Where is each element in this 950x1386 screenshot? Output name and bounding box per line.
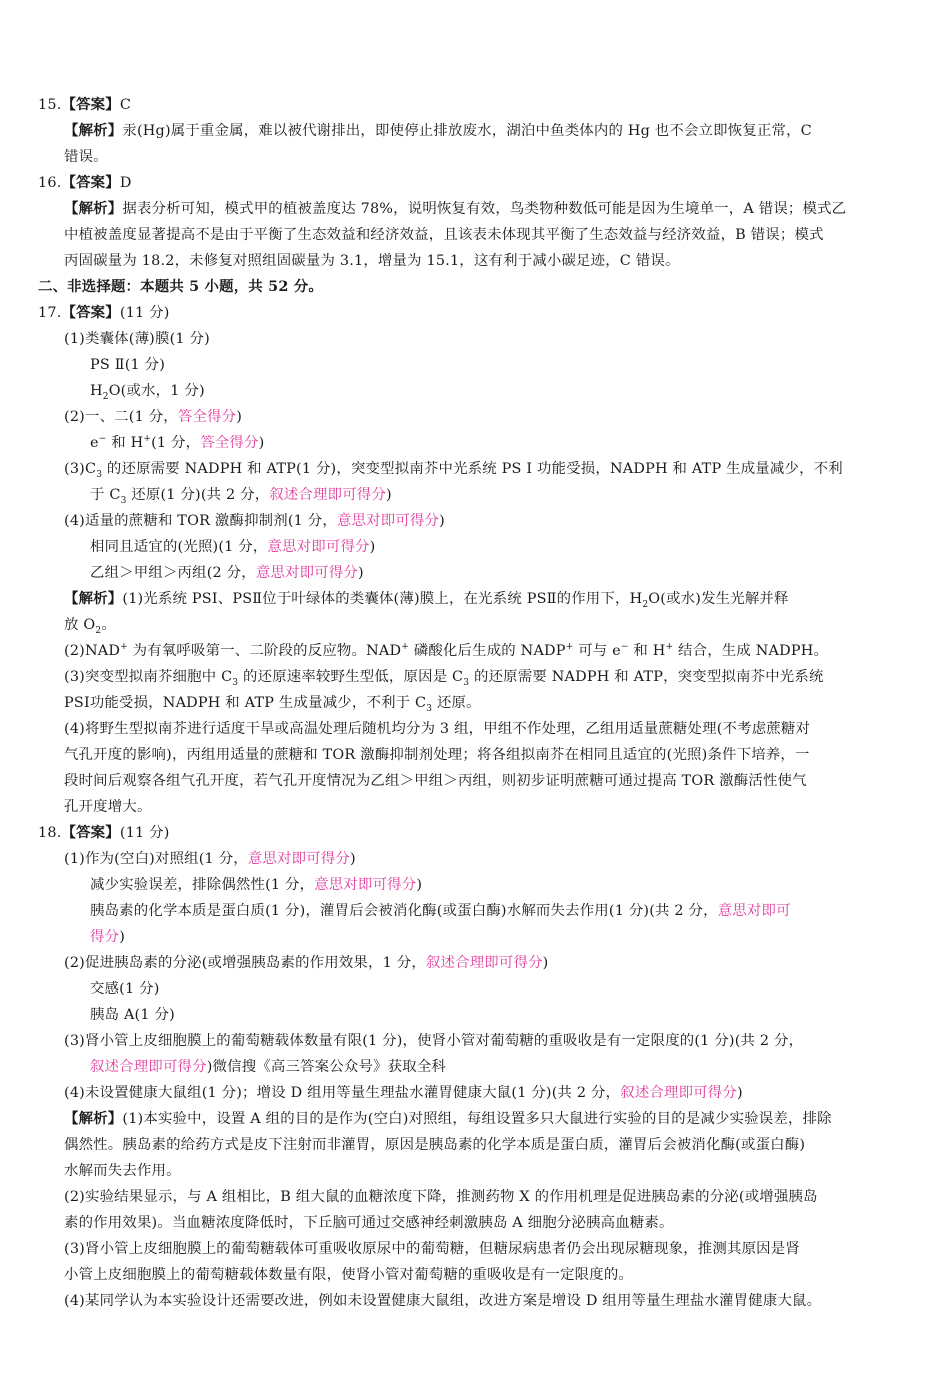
- q17-part2-line2: e− 和 H+(1 分，答全得分): [90, 434, 265, 451]
- scoring-note: 意思对即可: [717, 903, 791, 919]
- q18-part3-cont: 叙述合理即可得分)微信搜《高三答案公众号》获取全科: [90, 1059, 446, 1075]
- q17-analysis-4-cont: 孔开度增大。: [64, 799, 152, 815]
- q17-part1-line3: $H_2O$(或水，1 分): [90, 383, 205, 402]
- q16-answer: 16.【答案】D: [38, 174, 132, 191]
- q17-part1-line2: PS Ⅱ(1 分): [90, 357, 166, 373]
- q16-analysis: 【解析】据表分析可知，模式甲的植被盖度达 78%，说明恢复有效，鸟类物种数低可能是因为生境单一，A 错误；模式乙: [64, 200, 847, 217]
- q18-part1-line3-cont: 得分): [90, 929, 126, 945]
- q15-analysis-cont: 错误。: [64, 149, 108, 165]
- q17-analysis-3-cont: PSⅠ功能受损，NADPH 和 ATP 生成量减少，不利于 $C_3$ 还原。: [64, 695, 481, 714]
- scoring-note: 意思对即可得分: [314, 877, 417, 893]
- q18-part3: (3)肾小管上皮细胞膜上的葡萄糖载体数量有限(1 分)，使肾小管对葡萄糖的重吸收是有一定限度的(1 分)(共 2 分，: [64, 1033, 804, 1049]
- q18-part4: (4)未设置健康大鼠组(1 分)；增设 D 组用等量生理盐水灌胃健康大鼠(1 分)(共 2 分，叙述合理即可得分): [64, 1085, 743, 1101]
- q18-answer: 18.【答案】(11 分): [38, 824, 170, 841]
- q17-part1: (1)类囊体(薄)膜(1 分): [64, 331, 210, 347]
- scoring-note: 叙述合理即可得分: [425, 955, 543, 971]
- q16-analysis-cont: 中植被盖度显著提高不是由于平衡了生态效益和经济效益，且该表未体现其平衡了生态效益与经济效益，B 错误；模式: [64, 227, 824, 243]
- q18-part2-line3: 胰岛 A(1 分): [90, 1007, 175, 1023]
- q17-analysis-4-cont: 段时间后观察各组气孔开度，若气孔开度情况为乙组＞甲组＞丙组，则初步证明蔗糖可通过提高 TOR 激酶活性使气: [64, 773, 807, 789]
- q17-part2: (2)一、二(1 分，答全得分): [64, 409, 243, 425]
- q17-analysis-cont: 放 $O_2$。: [64, 617, 116, 636]
- scoring-note: 叙述合理即可得分: [90, 1059, 207, 1075]
- scoring-note: 叙述合理即可得分: [269, 487, 387, 503]
- q17-part4: (4)适量的蔗糖和 TOR 激酶抑制剂(1 分，意思对即可得分): [64, 513, 445, 529]
- scoring-note: 答全得分: [200, 435, 259, 451]
- q18-analysis: 【解析】(1)本实验中，设置 A 组的目的是作为(空白)对照组，每组设置多只大鼠进行实验的目的是减少实验误差，排除: [64, 1110, 832, 1127]
- q17-analysis-4: (4)将野生型拟南芥进行适度干旱或高温处理后随机均分为 3 组，甲组不作处理，乙组用适量蔗糖处理(不考虑蔗糖对: [64, 721, 811, 737]
- section-heading: 二、非选择题：本题共 5 小题，共 52 分。: [38, 278, 323, 295]
- scoring-note: 意思对即可得分: [337, 513, 440, 529]
- q17-analysis-2: (2)NAD+ 为有氧呼吸第一、二阶段的反应物。NAD+ 磷酸化后生成的 NADP+ 可与 e− 和 H+ 结合，生成 NADPH。: [64, 642, 829, 659]
- q18-part2: (2)促进胰岛素的分泌(或增强胰岛素的作用效果，1 分，叙述合理即可得分): [64, 955, 549, 971]
- q17-part4-line2: 相同且适宜的(光照)(1 分，意思对即可得分): [90, 539, 376, 555]
- q18-part1-line3: 胰岛素的化学本质是蛋白质(1 分)，灌胃后会被消化酶(或蛋白酶)水解而失去作用(1 分)(共 2 分，意思对即可: [90, 903, 791, 919]
- q15-analysis: 【解析】汞(Hg)属于重金属，难以被代谢排出，即使停止排放废水，湖泊中鱼类体内的 Hg 也不会立即恢复正常，C: [64, 122, 812, 139]
- q17-answer: 17.【答案】(11 分): [38, 304, 170, 321]
- q18-analysis-3-cont: 小管上皮细胞膜上的葡萄糖载体数量有限，使肾小管对葡萄糖的重吸收是有一定限度的。: [64, 1267, 634, 1283]
- q17-analysis: 【解析】(1)光系统 PSⅠ、PSⅡ位于叶绿体的类囊体(薄)膜上，在光系统 PSⅡ的作用下，$H_2O$(或水)发生光解并释: [64, 590, 789, 610]
- q17-analysis-4-cont: 气孔开度的影响)，丙组用适量的蔗糖和 TOR 激酶抑制剂处理；将各组拟南芥在相同且适宜的(光照)条件下培养，一: [64, 747, 810, 763]
- q18-part1: (1)作为(空白)对照组(1 分，意思对即可得分): [64, 851, 356, 867]
- q18-analysis-cont: 偶然性。胰岛素的给药方式是皮下注射而非灌胃，原因是胰岛素的化学本质是蛋白质，灌胃后会被消化酶(或蛋白酶): [64, 1137, 806, 1153]
- q17-part3: $(3)C_3$ 的还原需要 NADPH 和 ATP(1 分)，突变型拟南芥中光系统 PS Ⅰ 功能受损，NADPH 和 ATP 生成量减少，不利: [64, 461, 843, 480]
- q17-analysis-3: (3)突变型拟南芥细胞中 $C_3$ 的还原速率较野生型低，原因是 $C_3$ 的还原需要 NADPH 和 ATP，突变型拟南芥中光系统: [64, 669, 824, 688]
- q16-analysis-cont: 丙固碳量为 18.2，未修复对照组固碳量为 3.1，增量为 15.1，这有利于减小碳足迹，C 错误。: [64, 253, 680, 269]
- q18-analysis-4: (4)某同学认为本实验设计还需要改进，例如未设置健康大鼠组，改进方案是增设 D 组用等量生理盐水灌胃健康大鼠。: [64, 1293, 822, 1309]
- scoring-note: 答全得分: [177, 409, 237, 425]
- scoring-note: 得分: [90, 929, 120, 945]
- q18-part2-line2: 交感(1 分): [90, 981, 160, 997]
- q18-analysis-2-cont: 素的作用效果)。当血糖浓度降低时，下丘脑可通过交感神经刺激胰岛 A 细胞分泌胰高血糖素。: [64, 1215, 674, 1231]
- q17-part3-cont: 于 $C_3$ 还原(1 分)(共 2 分，叙述合理即可得分): [90, 487, 392, 506]
- q18-part1-line2: 减少实验误差，排除偶然性(1 分，意思对即可得分): [90, 877, 423, 893]
- scoring-note: 意思对即可得分: [247, 851, 351, 867]
- q15-answer: 15.【答案】C: [38, 96, 132, 113]
- q18-analysis-2: (2)实验结果显示，与 A 组相比，B 组大鼠的血糖浓度下降，推测药物 X 的作用机理是促进胰岛素的分泌(或增强胰岛: [64, 1189, 818, 1205]
- scoring-note: 意思对即可得分: [267, 539, 370, 555]
- q18-analysis-cont: 水解而失去作用。: [64, 1163, 181, 1179]
- scoring-note: 意思对即可得分: [255, 565, 358, 581]
- q17-part4-line3: 乙组＞甲组＞丙组(2 分，意思对即可得分): [90, 565, 364, 581]
- q18-analysis-3: (3)肾小管上皮细胞膜上的葡萄糖载体可重吸收原尿中的葡萄糖，但糖尿病患者仍会出现尿糖现象，推测其原因是肾: [64, 1241, 800, 1257]
- scoring-note: 叙述合理即可得分: [620, 1085, 737, 1101]
